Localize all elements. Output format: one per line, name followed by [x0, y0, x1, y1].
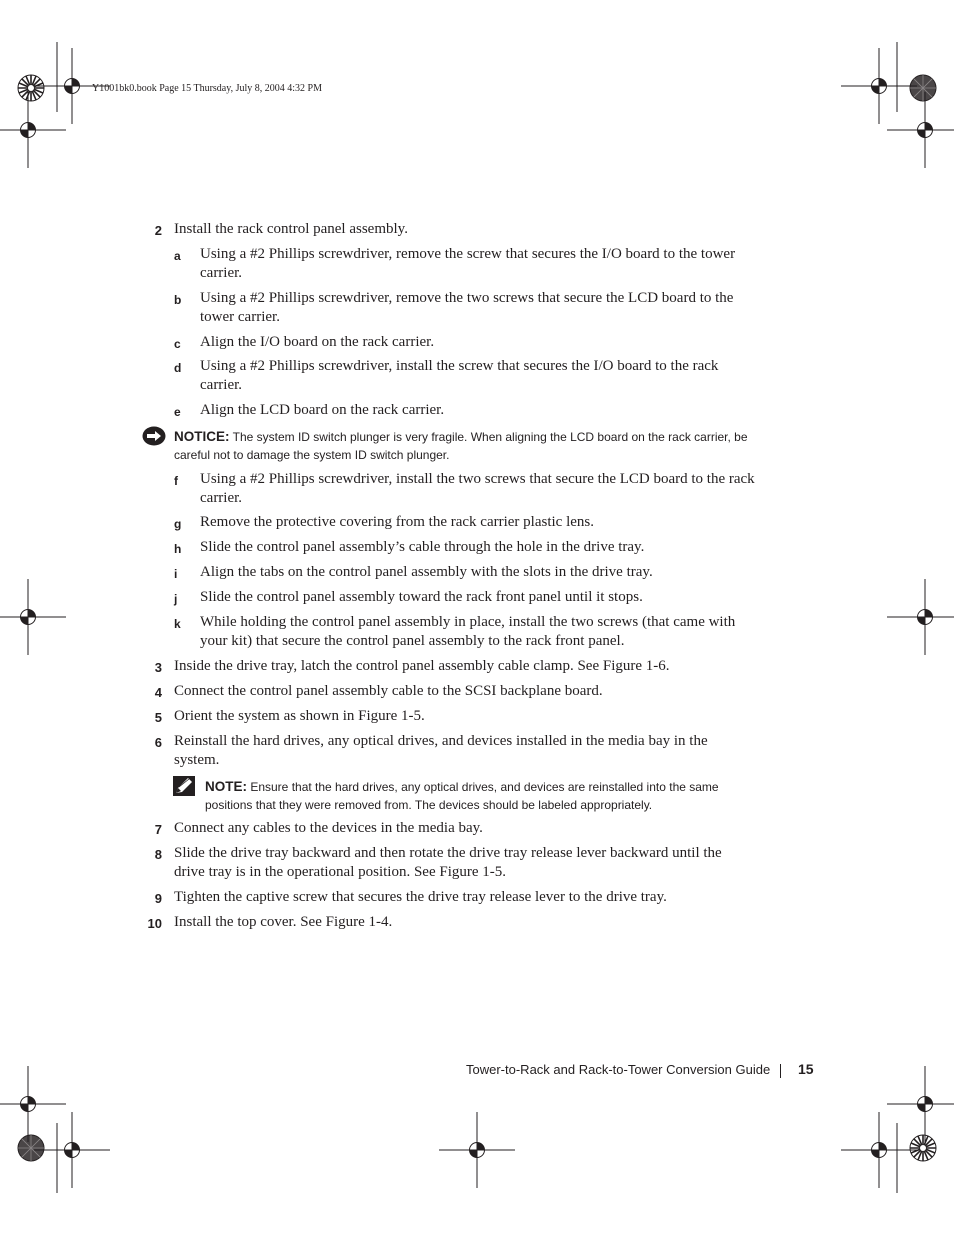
note-label: NOTE:: [205, 779, 247, 794]
substep-e: [174, 401, 760, 420]
substep-text: Align the tabs on the control panel assembly with the slots in the drive tray.: [200, 564, 653, 580]
substep-text: Slide the control panel assembly’s cable through the hole in the drive tray.: [200, 539, 645, 555]
step-8: [154, 844, 754, 882]
substep-text: Align the LCD board on the rack carrier.: [200, 402, 445, 418]
substep-d: [174, 357, 760, 395]
note-callout: [205, 778, 765, 814]
step-9: [154, 888, 774, 907]
substep-letter: f: [174, 474, 178, 488]
substep-letter: h: [174, 542, 182, 556]
substep-text: Using a #2 Phillips screwdriver, install the two screws that secure the LCD board to the rack carrier.: [200, 471, 755, 506]
step-7: [154, 819, 774, 838]
substep-a: [174, 245, 760, 283]
step-text: Connect any cables to the devices in the media bay.: [174, 820, 483, 836]
step-text: Install the top cover. See Figure 1-4.: [174, 914, 393, 930]
footer-divider: [780, 1064, 781, 1078]
notice-callout: [174, 428, 764, 464]
substep-c: [174, 333, 760, 352]
substep-f: [174, 470, 760, 508]
notice-label: NOTICE:: [174, 429, 230, 444]
substep-text: Using a #2 Phillips screwdriver, remove the screw that secures the I/O board to the tower carrier.: [200, 246, 736, 281]
substep-letter: d: [174, 361, 182, 375]
substep-text: Remove the protective covering from the rack carrier plastic lens.: [200, 514, 594, 530]
substep-letter: g: [174, 517, 182, 531]
substep-g: [174, 513, 760, 532]
substep-letter: b: [174, 293, 182, 307]
step-5: [154, 707, 774, 726]
step-number: 5: [154, 710, 162, 725]
step-number: 3: [154, 660, 162, 675]
substep-letter: k: [174, 617, 181, 631]
substep-text: Slide the control panel assembly toward the rack front panel until it stops.: [200, 589, 643, 605]
substep-letter: e: [174, 405, 181, 419]
page-number: 15: [798, 1061, 814, 1077]
step-text: Orient the system as shown in Figure 1-5.: [174, 708, 425, 724]
step-number: 2: [154, 223, 162, 238]
step-4: [154, 682, 774, 701]
step-10: [147, 913, 774, 932]
substep-j: [174, 588, 760, 607]
substep-letter: c: [174, 337, 181, 351]
step-text: Tighten the captive screw that secures the drive tray release lever to the drive tray.: [174, 889, 667, 905]
substep-text: Using a #2 Phillips screwdriver, install the screw that secures the I/O board to the rack carrier.: [200, 358, 719, 393]
notice-text: The system ID switch plunger is very fragile. When aligning the LCD board on the rack carrier, be careful not to damage the system ID switch plunger.: [174, 430, 748, 462]
substep-text: Align the I/O board on the rack carrier.: [200, 334, 435, 350]
step-text: Connect the control panel assembly cable to the SCSI backplane board.: [174, 683, 603, 699]
step-text: Install the rack control panel assembly.: [174, 221, 408, 237]
substep-i: [174, 563, 760, 582]
substep-letter: j: [174, 592, 178, 606]
footer-guide-title: Tower-to-Rack and Rack-to-Tower Conversion Guide: [466, 1062, 771, 1077]
substep-k: [174, 613, 760, 651]
step-number: 10: [147, 916, 162, 931]
step-number: 4: [154, 685, 162, 700]
step-2: [154, 220, 774, 239]
step-6: [154, 732, 754, 770]
pencil-note-icon: [173, 776, 195, 796]
substep-letter: i: [174, 567, 178, 581]
step-number: 7: [154, 822, 162, 837]
step-number: 6: [154, 735, 162, 750]
notice-arrow-icon: [142, 426, 166, 446]
substep-b: [174, 289, 760, 327]
step-text: Inside the drive tray, latch the control panel assembly cable clamp. See Figure 1-6.: [174, 658, 670, 674]
note-text: Ensure that the hard drives, any optical drives, and devices are reinstalled into the same positions that they were removed from. The devices should be labeled appropriately.: [205, 780, 719, 812]
step-number: 8: [154, 847, 162, 862]
substep-text: While holding the control panel assembly in place, install the two screws (that came with your kit) that secure the control panel assembly to the rack front panel.: [200, 614, 736, 649]
step-3: [154, 657, 774, 676]
print-slug: Y1001bk0.book Page 15 Thursday, July 8, 2004 4:32 PM: [92, 83, 322, 94]
step-text: Slide the drive tray backward and then rotate the drive tray release lever backward until the drive tray is in the operational position. See Figure 1-5.: [174, 845, 722, 880]
substep-letter: a: [174, 249, 181, 263]
step-number: 9: [154, 891, 162, 906]
substep-text: Using a #2 Phillips screwdriver, remove the two screws that secure the LCD board to the tower carrier.: [200, 290, 734, 325]
substep-h: [174, 538, 760, 557]
step-text: Reinstall the hard drives, any optical drives, and devices installed in the media bay in the system.: [174, 733, 708, 768]
